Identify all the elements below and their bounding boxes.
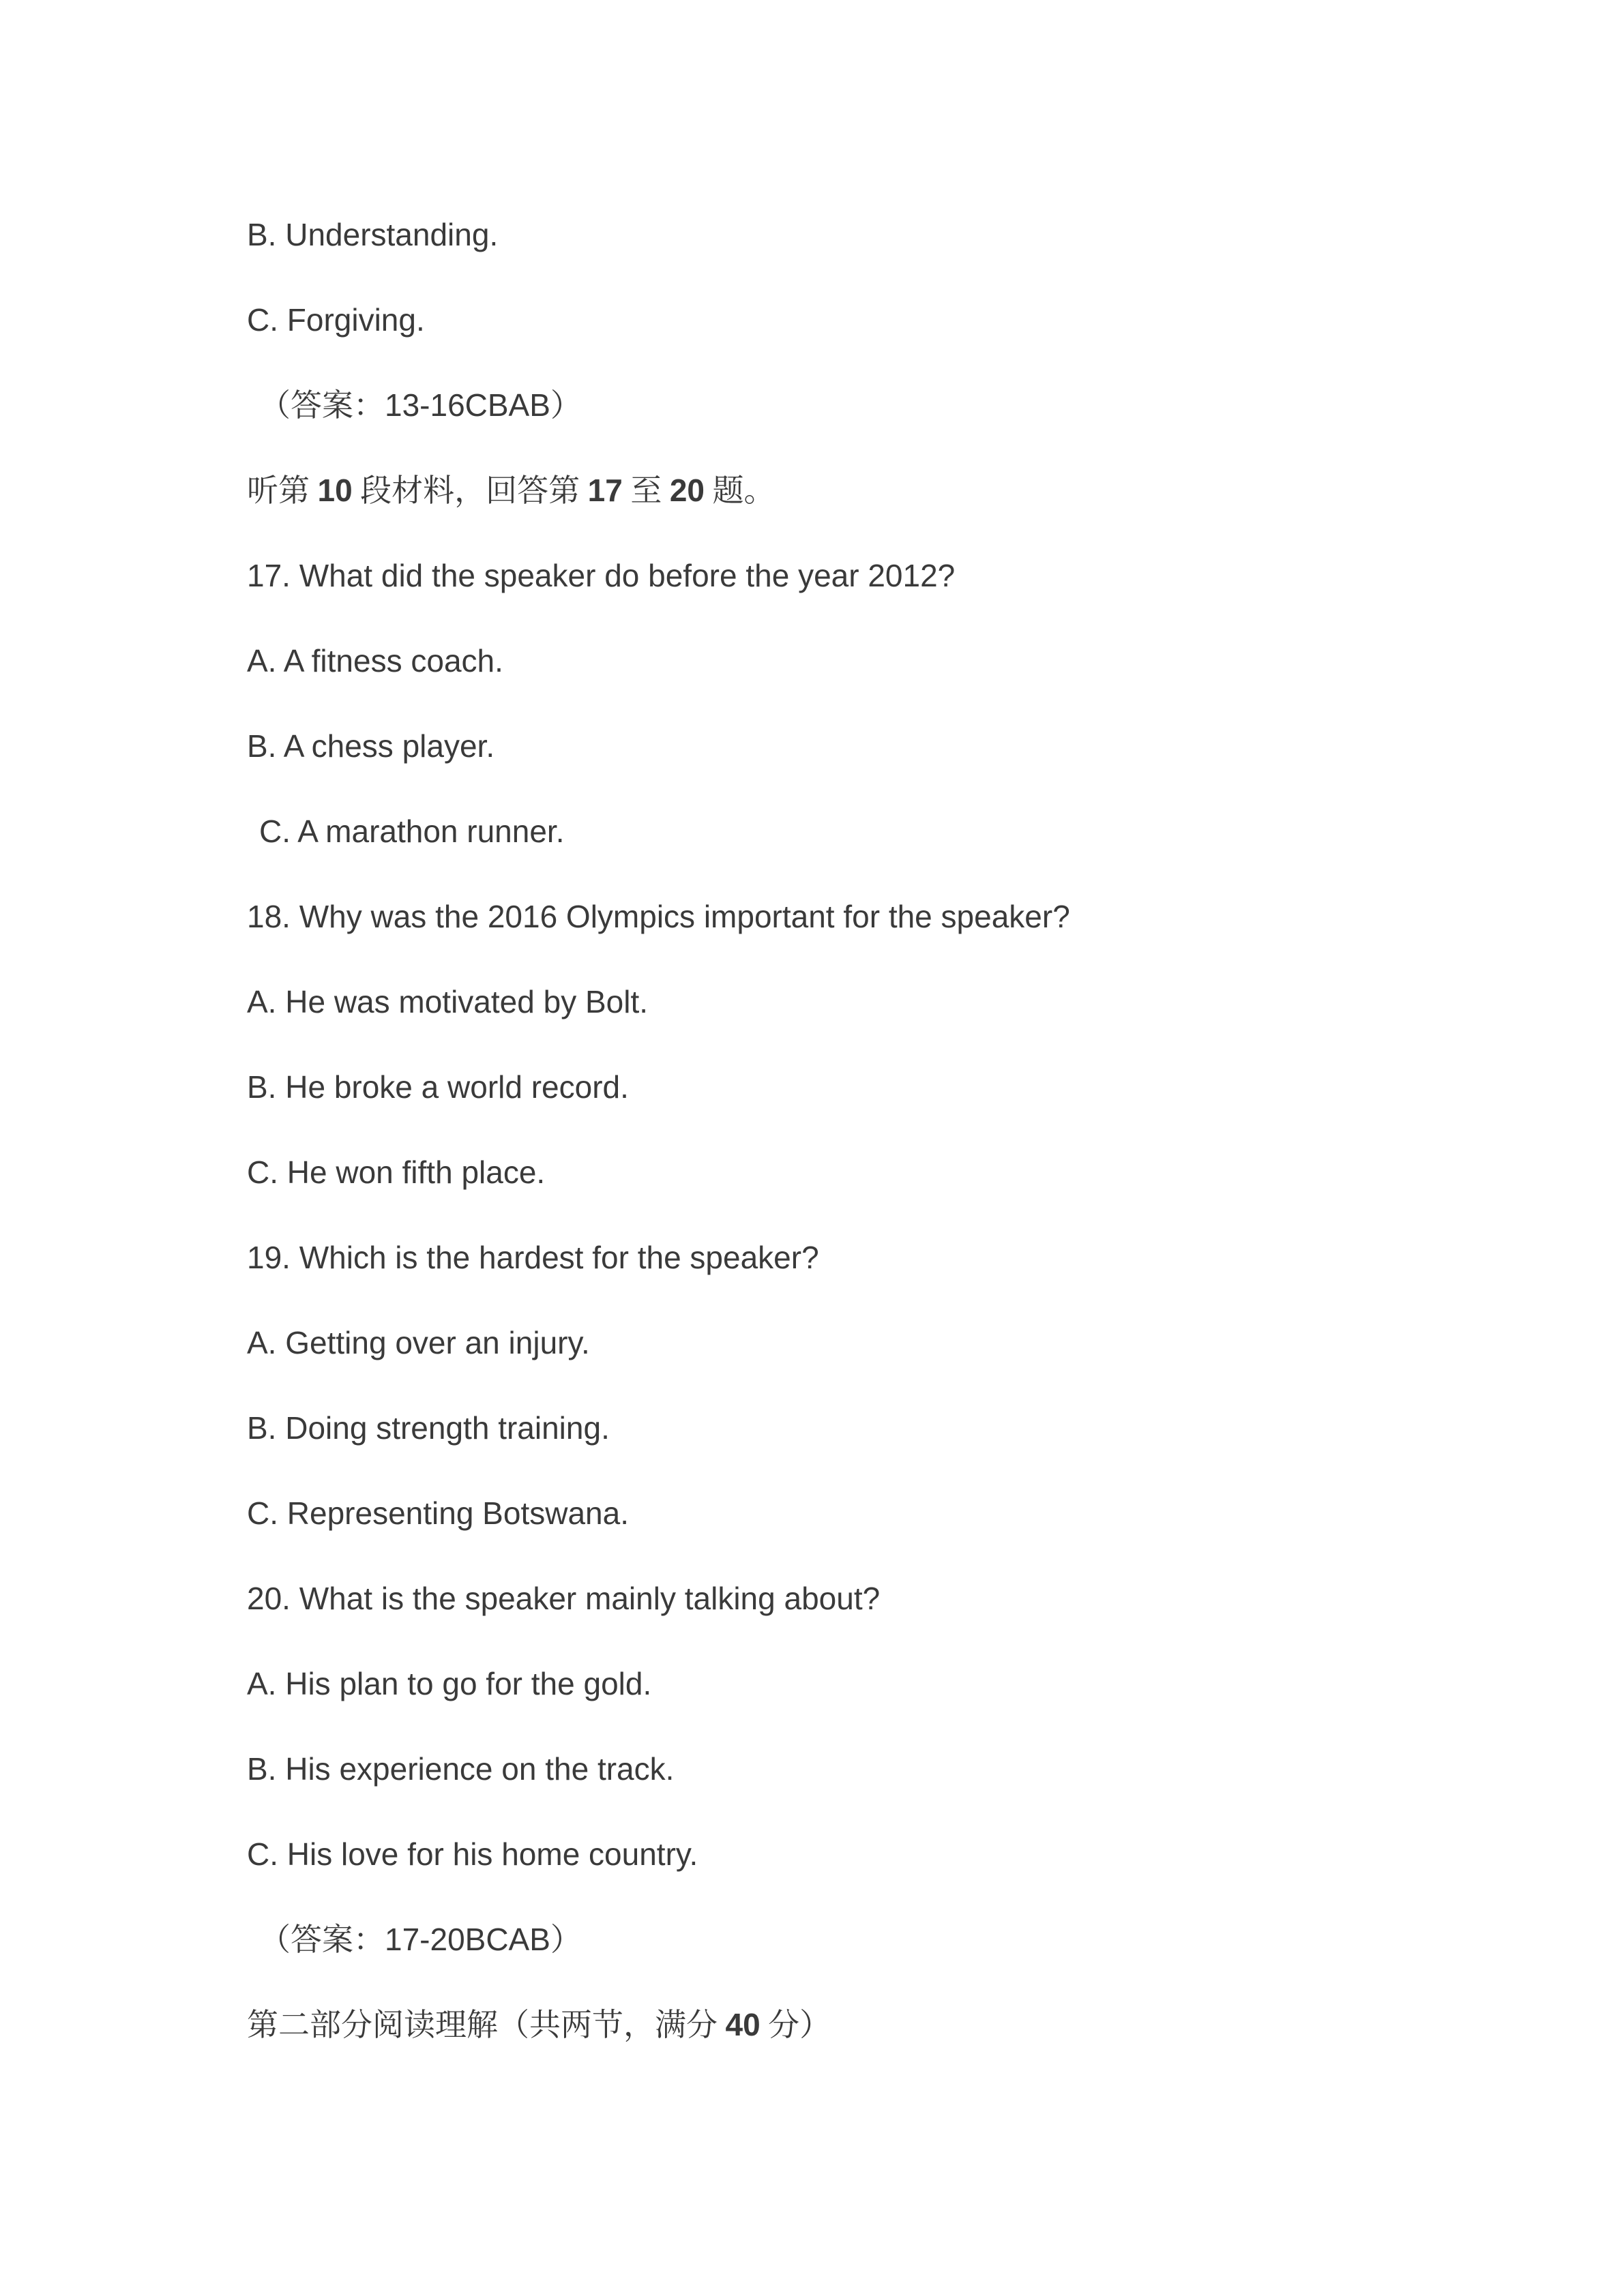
text-run: 17-20BCAB xyxy=(385,1922,550,1957)
document-content xyxy=(247,192,1515,2068)
section-2-heading xyxy=(247,1982,1515,2068)
text-run: 段材料，回答第 xyxy=(352,473,588,508)
text-run: 至 xyxy=(622,473,670,508)
question-18-option-b xyxy=(247,1045,1515,1130)
question-19-option-b xyxy=(247,1386,1515,1471)
text-run: 19. Which is the hardest for the speaker? xyxy=(247,1240,819,1275)
question-17 xyxy=(247,533,1515,618)
text-run: 第二部分阅读理解（共两节，满分 xyxy=(247,2008,726,2042)
question-20-option-a xyxy=(247,1641,1515,1727)
text-run: B. Doing strength training. xyxy=(247,1410,610,1446)
question-18-option-a xyxy=(247,959,1515,1045)
text-run: 17 xyxy=(587,473,623,508)
text-run: A. He was motivated by Bolt. xyxy=(247,984,649,1019)
text-run: （答案： xyxy=(259,1922,385,1957)
question-18 xyxy=(247,874,1515,959)
text-run: 20. What is the speaker mainly talking about? xyxy=(247,1581,881,1616)
text-run: C. Representing Botswana. xyxy=(247,1495,629,1531)
text-run: ） xyxy=(550,388,582,423)
question-19-option-c xyxy=(247,1471,1515,1556)
option-b-understanding xyxy=(247,192,1515,278)
text-run: 题。 xyxy=(705,473,776,508)
question-20-option-b xyxy=(247,1727,1515,1812)
text-run: 听第 xyxy=(247,473,318,508)
text-run: 40 xyxy=(725,2007,761,2042)
text-run: 10 xyxy=(317,473,353,508)
text-run: 分） xyxy=(760,2008,831,2042)
text-run: B. His experience on the track. xyxy=(247,1751,675,1787)
text-run: A. His plan to go for the gold. xyxy=(247,1666,652,1701)
question-17-option-c xyxy=(247,789,1515,874)
text-run: C. Forgiving. xyxy=(247,302,425,338)
text-run: 20 xyxy=(669,473,705,508)
text-run: B. A chess player. xyxy=(247,728,495,764)
text-run: 17. What did the speaker do before the year 2012? xyxy=(247,558,956,593)
question-18-option-c xyxy=(247,1130,1515,1215)
answer-key-17-20 xyxy=(247,1897,1515,1982)
text-run: A. A fitness coach. xyxy=(247,643,503,679)
question-19 xyxy=(247,1215,1515,1300)
question-17-option-a xyxy=(247,618,1515,704)
listening-section-instruction xyxy=(247,448,1515,533)
question-19-option-a xyxy=(247,1300,1515,1386)
text-run: 13-16CBAB xyxy=(385,387,550,423)
question-20-option-c xyxy=(247,1812,1515,1897)
question-17-option-b xyxy=(247,704,1515,789)
answer-key-13-16 xyxy=(247,363,1515,448)
text-run: A. Getting over an injury. xyxy=(247,1325,590,1360)
text-run: 18. Why was the 2016 Olympics important for the speaker? xyxy=(247,899,1070,934)
text-run: B. He broke a world record. xyxy=(247,1069,629,1105)
text-run: C. He won fifth place. xyxy=(247,1154,546,1190)
text-run: C. A marathon runner. xyxy=(259,814,565,849)
option-c-forgiving xyxy=(247,278,1515,363)
text-run: ） xyxy=(550,1922,582,1957)
text-run: B. Understanding. xyxy=(247,217,499,252)
text-run: C. His love for his home country. xyxy=(247,1836,698,1872)
text-run: （答案： xyxy=(259,388,385,423)
question-20 xyxy=(247,1556,1515,1641)
